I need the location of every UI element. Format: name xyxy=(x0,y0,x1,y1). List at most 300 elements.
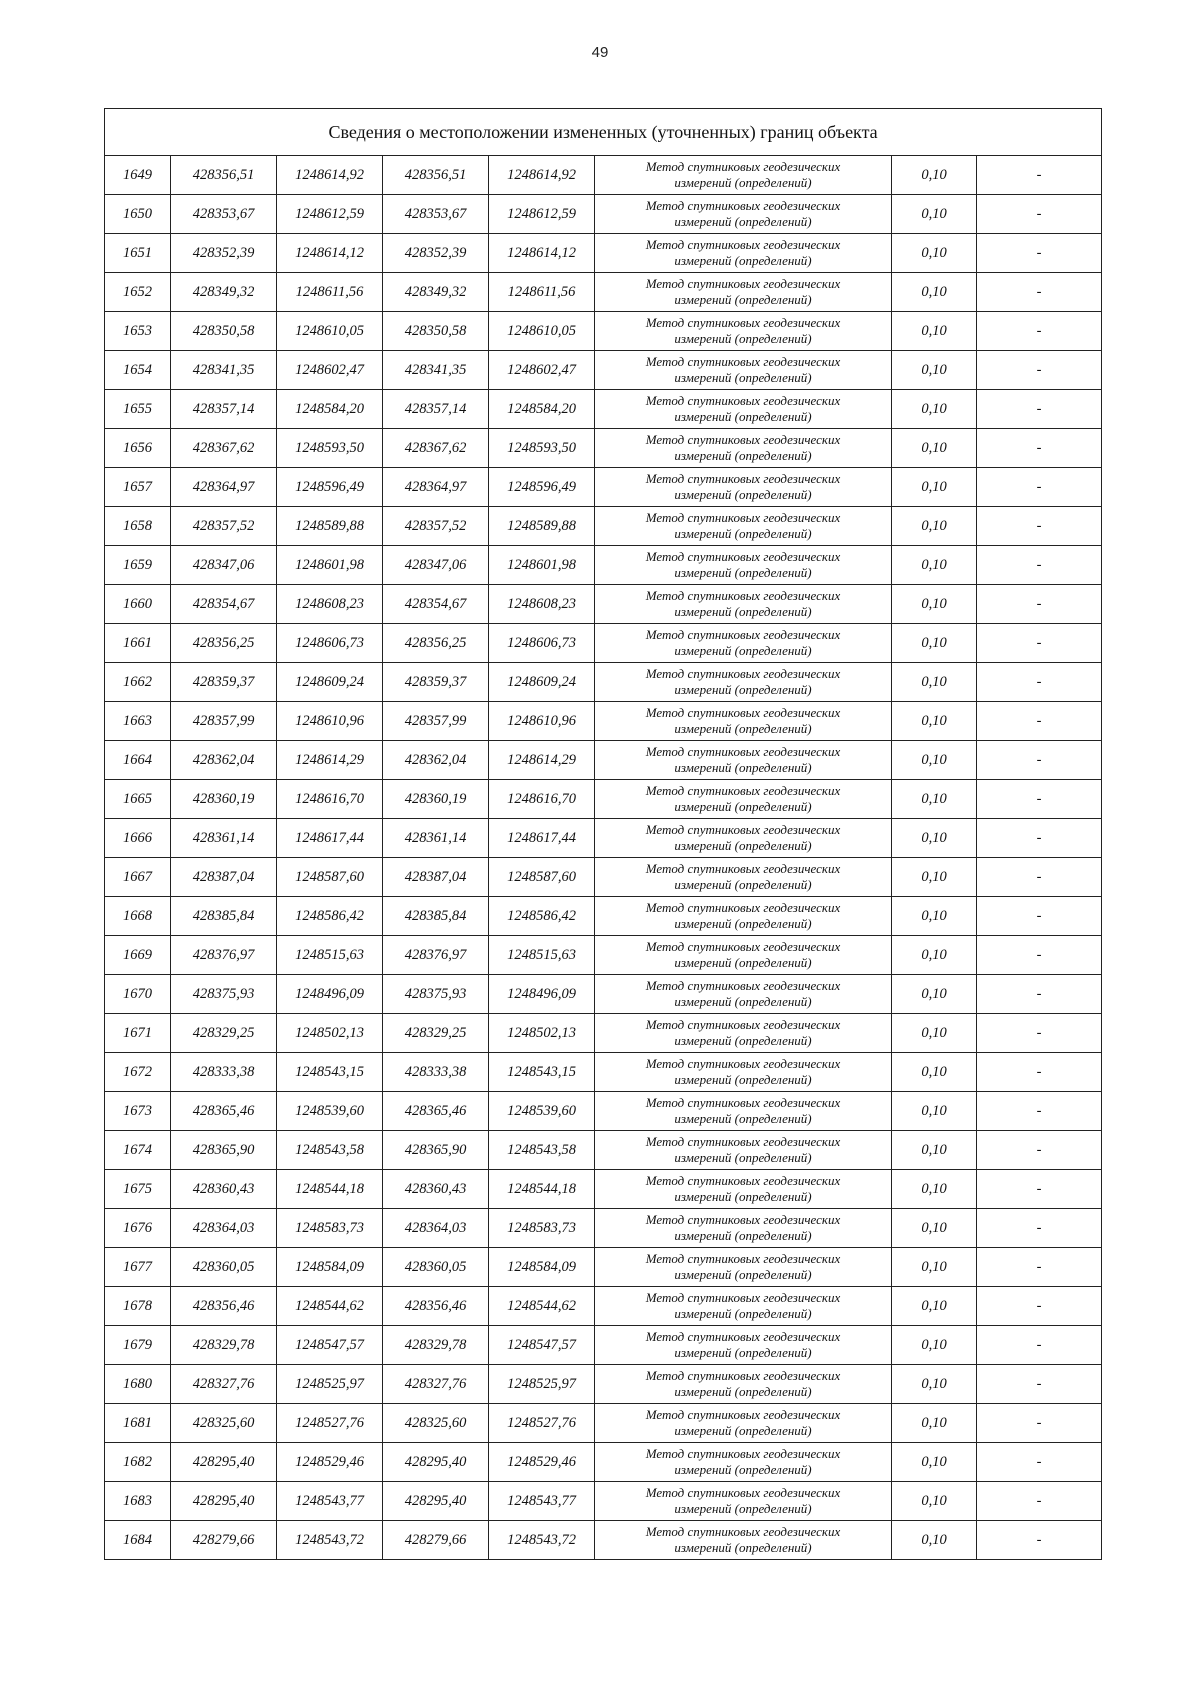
method-line-2: измерений (определений) xyxy=(674,1384,812,1399)
y-existing-cell: 1248543,58 xyxy=(277,1131,383,1170)
method-line-1: Метод спутниковых геодезических xyxy=(645,315,841,330)
description-cell: - xyxy=(977,1365,1102,1404)
method-cell xyxy=(595,1287,892,1326)
method-line-2: измерений (определений) xyxy=(674,799,812,814)
accuracy-cell: 0,10 xyxy=(892,663,977,702)
x-existing-cell: 428350,58 xyxy=(171,312,277,351)
point-number-cell: 1676 xyxy=(105,1209,171,1248)
method-line-1: Метод спутниковых геодезических xyxy=(645,198,841,213)
x-new-cell: 428364,03 xyxy=(383,1209,489,1248)
description-cell: - xyxy=(977,702,1102,741)
method-cell xyxy=(595,1443,892,1482)
x-existing-cell: 428361,14 xyxy=(171,819,277,858)
description-cell: - xyxy=(977,741,1102,780)
point-number-cell: 1660 xyxy=(105,585,171,624)
y-new-cell: 1248616,70 xyxy=(489,780,595,819)
method-line-2: измерений (определений) xyxy=(674,1033,812,1048)
description-cell: - xyxy=(977,312,1102,351)
x-new-cell: 428387,04 xyxy=(383,858,489,897)
point-number-cell: 1661 xyxy=(105,624,171,663)
method-line-1: Метод спутниковых геодезических xyxy=(645,588,841,603)
table-row xyxy=(105,273,1102,312)
point-number-cell: 1671 xyxy=(105,1014,171,1053)
method-line-2: измерений (определений) xyxy=(674,370,812,385)
x-existing-cell: 428385,84 xyxy=(171,897,277,936)
method-line-1: Метод спутниковых геодезических xyxy=(645,1407,841,1422)
x-new-cell: 428325,60 xyxy=(383,1404,489,1443)
point-number-cell: 1684 xyxy=(105,1521,171,1560)
description-cell: - xyxy=(977,1248,1102,1287)
accuracy-cell: 0,10 xyxy=(892,819,977,858)
description-cell: - xyxy=(977,1443,1102,1482)
y-existing-cell: 1248547,57 xyxy=(277,1326,383,1365)
description-cell: - xyxy=(977,858,1102,897)
x-new-cell: 428361,14 xyxy=(383,819,489,858)
method-cell xyxy=(595,585,892,624)
x-existing-cell: 428354,67 xyxy=(171,585,277,624)
y-new-cell: 1248584,20 xyxy=(489,390,595,429)
method-line-1: Метод спутниковых геодезических xyxy=(645,510,841,525)
accuracy-cell: 0,10 xyxy=(892,273,977,312)
method-cell xyxy=(595,1365,892,1404)
y-existing-cell: 1248544,62 xyxy=(277,1287,383,1326)
y-existing-cell: 1248609,24 xyxy=(277,663,383,702)
description-cell: - xyxy=(977,507,1102,546)
x-new-cell: 428295,40 xyxy=(383,1443,489,1482)
accuracy-cell: 0,10 xyxy=(892,858,977,897)
x-existing-cell: 428387,04 xyxy=(171,858,277,897)
accuracy-cell: 0,10 xyxy=(892,624,977,663)
x-existing-cell: 428364,03 xyxy=(171,1209,277,1248)
method-line-2: измерений (определений) xyxy=(674,1189,812,1204)
y-new-cell: 1248609,24 xyxy=(489,663,595,702)
method-cell xyxy=(595,702,892,741)
y-new-cell: 1248543,72 xyxy=(489,1521,595,1560)
method-line-1: Метод спутниковых геодезических xyxy=(645,1368,841,1383)
description-cell: - xyxy=(977,975,1102,1014)
y-existing-cell: 1248586,42 xyxy=(277,897,383,936)
description-cell: - xyxy=(977,897,1102,936)
accuracy-cell: 0,10 xyxy=(892,1170,977,1209)
method-line-2: измерений (определений) xyxy=(674,682,812,697)
method-line-2: измерений (определений) xyxy=(674,916,812,931)
table-row xyxy=(105,468,1102,507)
y-existing-cell: 1248616,70 xyxy=(277,780,383,819)
y-existing-cell: 1248515,63 xyxy=(277,936,383,975)
y-new-cell: 1248586,42 xyxy=(489,897,595,936)
method-cell xyxy=(595,1404,892,1443)
description-cell: - xyxy=(977,546,1102,585)
table-body xyxy=(105,156,1102,1560)
point-number-cell: 1654 xyxy=(105,351,171,390)
y-existing-cell: 1248529,46 xyxy=(277,1443,383,1482)
y-existing-cell: 1248525,97 xyxy=(277,1365,383,1404)
method-line-2: измерений (определений) xyxy=(674,1540,812,1555)
method-cell xyxy=(595,741,892,780)
method-cell xyxy=(595,1053,892,1092)
method-cell xyxy=(595,1482,892,1521)
y-existing-cell: 1248593,50 xyxy=(277,429,383,468)
x-new-cell: 428376,97 xyxy=(383,936,489,975)
x-existing-cell: 428357,99 xyxy=(171,702,277,741)
y-existing-cell: 1248589,88 xyxy=(277,507,383,546)
description-cell: - xyxy=(977,1404,1102,1443)
y-existing-cell: 1248543,72 xyxy=(277,1521,383,1560)
table-caption-row xyxy=(105,109,1102,156)
y-existing-cell: 1248583,73 xyxy=(277,1209,383,1248)
boundary-table-container xyxy=(104,108,1101,1560)
method-line-2: измерений (определений) xyxy=(674,838,812,853)
y-new-cell: 1248606,73 xyxy=(489,624,595,663)
method-line-2: измерений (определений) xyxy=(674,1072,812,1087)
y-new-cell: 1248515,63 xyxy=(489,936,595,975)
accuracy-cell: 0,10 xyxy=(892,312,977,351)
description-cell: - xyxy=(977,1014,1102,1053)
table-row xyxy=(105,585,1102,624)
method-line-1: Метод спутниковых геодезических xyxy=(645,822,841,837)
y-new-cell: 1248611,56 xyxy=(489,273,595,312)
description-cell: - xyxy=(977,195,1102,234)
y-existing-cell: 1248584,20 xyxy=(277,390,383,429)
accuracy-cell: 0,10 xyxy=(892,468,977,507)
accuracy-cell: 0,10 xyxy=(892,702,977,741)
x-existing-cell: 428359,37 xyxy=(171,663,277,702)
method-line-2: измерений (определений) xyxy=(674,409,812,424)
x-existing-cell: 428357,52 xyxy=(171,507,277,546)
method-line-2: измерений (определений) xyxy=(674,1345,812,1360)
description-cell: - xyxy=(977,390,1102,429)
x-new-cell: 428356,46 xyxy=(383,1287,489,1326)
y-new-cell: 1248583,73 xyxy=(489,1209,595,1248)
point-number-cell: 1672 xyxy=(105,1053,171,1092)
method-line-2: измерений (определений) xyxy=(674,1228,812,1243)
method-line-2: измерений (определений) xyxy=(674,526,812,541)
method-line-2: измерений (определений) xyxy=(674,1501,812,1516)
method-cell xyxy=(595,975,892,1014)
x-existing-cell: 428360,05 xyxy=(171,1248,277,1287)
method-line-2: измерений (определений) xyxy=(674,643,812,658)
method-line-2: измерений (определений) xyxy=(674,1267,812,1282)
method-line-2: измерений (определений) xyxy=(674,1423,812,1438)
method-line-2: измерений (определений) xyxy=(674,877,812,892)
x-existing-cell: 428360,19 xyxy=(171,780,277,819)
description-cell: - xyxy=(977,819,1102,858)
method-line-2: измерений (определений) xyxy=(674,292,812,307)
method-line-1: Метод спутниковых геодезических xyxy=(645,549,841,564)
description-cell: - xyxy=(977,585,1102,624)
x-new-cell: 428364,97 xyxy=(383,468,489,507)
point-number-cell: 1668 xyxy=(105,897,171,936)
y-new-cell: 1248539,60 xyxy=(489,1092,595,1131)
table-row xyxy=(105,897,1102,936)
y-new-cell: 1248601,98 xyxy=(489,546,595,585)
table-row xyxy=(105,1443,1102,1482)
x-existing-cell: 428365,90 xyxy=(171,1131,277,1170)
accuracy-cell: 0,10 xyxy=(892,546,977,585)
accuracy-cell: 0,10 xyxy=(892,1521,977,1560)
x-new-cell: 428353,67 xyxy=(383,195,489,234)
point-number-cell: 1669 xyxy=(105,936,171,975)
method-cell xyxy=(595,858,892,897)
method-line-1: Метод спутниковых геодезических xyxy=(645,1251,841,1266)
description-cell: - xyxy=(977,468,1102,507)
table-row xyxy=(105,195,1102,234)
table-row xyxy=(105,1404,1102,1443)
point-number-cell: 1664 xyxy=(105,741,171,780)
method-line-1: Метод спутниковых геодезических xyxy=(645,276,841,291)
y-new-cell: 1248602,47 xyxy=(489,351,595,390)
method-cell xyxy=(595,1521,892,1560)
method-line-1: Метод спутниковых геодезических xyxy=(645,978,841,993)
x-existing-cell: 428356,51 xyxy=(171,156,277,195)
table-row xyxy=(105,663,1102,702)
x-new-cell: 428360,43 xyxy=(383,1170,489,1209)
y-existing-cell: 1248608,23 xyxy=(277,585,383,624)
y-existing-cell: 1248544,18 xyxy=(277,1170,383,1209)
y-existing-cell: 1248543,15 xyxy=(277,1053,383,1092)
accuracy-cell: 0,10 xyxy=(892,936,977,975)
method-line-1: Метод спутниковых геодезических xyxy=(645,744,841,759)
table-row xyxy=(105,156,1102,195)
method-cell xyxy=(595,546,892,585)
point-number-cell: 1682 xyxy=(105,1443,171,1482)
method-cell xyxy=(595,273,892,312)
x-existing-cell: 428375,93 xyxy=(171,975,277,1014)
x-new-cell: 428341,35 xyxy=(383,351,489,390)
x-new-cell: 428295,40 xyxy=(383,1482,489,1521)
method-line-1: Метод спутниковых геодезических xyxy=(645,1212,841,1227)
x-existing-cell: 428353,67 xyxy=(171,195,277,234)
accuracy-cell: 0,10 xyxy=(892,1443,977,1482)
point-number-cell: 1651 xyxy=(105,234,171,273)
description-cell: - xyxy=(977,663,1102,702)
method-cell xyxy=(595,312,892,351)
accuracy-cell: 0,10 xyxy=(892,975,977,1014)
page-number: 49 xyxy=(591,44,609,61)
table-row xyxy=(105,780,1102,819)
table-row xyxy=(105,1092,1102,1131)
method-line-2: измерений (определений) xyxy=(674,565,812,580)
method-line-2: измерений (определений) xyxy=(674,1306,812,1321)
description-cell: - xyxy=(977,624,1102,663)
x-new-cell: 428356,51 xyxy=(383,156,489,195)
point-number-cell: 1674 xyxy=(105,1131,171,1170)
description-cell: - xyxy=(977,1209,1102,1248)
description-cell: - xyxy=(977,429,1102,468)
x-existing-cell: 428295,40 xyxy=(171,1443,277,1482)
method-line-2: измерений (определений) xyxy=(674,175,812,190)
x-new-cell: 428279,66 xyxy=(383,1521,489,1560)
method-cell xyxy=(595,507,892,546)
accuracy-cell: 0,10 xyxy=(892,1053,977,1092)
y-new-cell: 1248593,50 xyxy=(489,429,595,468)
table-row xyxy=(105,858,1102,897)
x-existing-cell: 428364,97 xyxy=(171,468,277,507)
point-number-cell: 1677 xyxy=(105,1248,171,1287)
y-new-cell: 1248589,88 xyxy=(489,507,595,546)
method-cell xyxy=(595,234,892,273)
y-existing-cell: 1248584,09 xyxy=(277,1248,383,1287)
x-new-cell: 428359,37 xyxy=(383,663,489,702)
method-line-2: измерений (определений) xyxy=(674,448,812,463)
method-line-1: Метод спутниковых геодезических xyxy=(645,1290,841,1305)
x-existing-cell: 428327,76 xyxy=(171,1365,277,1404)
y-new-cell: 1248612,59 xyxy=(489,195,595,234)
description-cell: - xyxy=(977,234,1102,273)
method-line-1: Метод спутниковых геодезических xyxy=(645,1446,841,1461)
point-number-cell: 1665 xyxy=(105,780,171,819)
table-row xyxy=(105,312,1102,351)
method-line-2: измерений (определений) xyxy=(674,760,812,775)
method-cell xyxy=(595,351,892,390)
method-line-1: Метод спутниковых геодезических xyxy=(645,666,841,681)
x-new-cell: 428356,25 xyxy=(383,624,489,663)
x-existing-cell: 428356,25 xyxy=(171,624,277,663)
table-caption: Сведения о местоположении измененных (уточненных) границ объекта xyxy=(105,109,1102,156)
method-line-1: Метод спутниковых геодезических xyxy=(645,1134,841,1149)
table-row xyxy=(105,819,1102,858)
x-existing-cell: 428352,39 xyxy=(171,234,277,273)
table-row xyxy=(105,1482,1102,1521)
point-number-cell: 1678 xyxy=(105,1287,171,1326)
method-line-2: измерений (определений) xyxy=(674,994,812,1009)
y-new-cell: 1248502,13 xyxy=(489,1014,595,1053)
method-line-2: измерений (определений) xyxy=(674,1462,812,1477)
method-cell xyxy=(595,819,892,858)
table-row xyxy=(105,624,1102,663)
point-number-cell: 1663 xyxy=(105,702,171,741)
x-new-cell: 428354,67 xyxy=(383,585,489,624)
table-row xyxy=(105,1170,1102,1209)
x-new-cell: 428365,46 xyxy=(383,1092,489,1131)
method-cell xyxy=(595,624,892,663)
method-line-2: измерений (определений) xyxy=(674,721,812,736)
description-cell: - xyxy=(977,1287,1102,1326)
y-new-cell: 1248496,09 xyxy=(489,975,595,1014)
y-existing-cell: 1248539,60 xyxy=(277,1092,383,1131)
x-new-cell: 428350,58 xyxy=(383,312,489,351)
y-existing-cell: 1248527,76 xyxy=(277,1404,383,1443)
method-line-1: Метод спутниковых геодезических xyxy=(645,1173,841,1188)
y-new-cell: 1248527,76 xyxy=(489,1404,595,1443)
x-existing-cell: 428356,46 xyxy=(171,1287,277,1326)
description-cell: - xyxy=(977,936,1102,975)
accuracy-cell: 0,10 xyxy=(892,1482,977,1521)
accuracy-cell: 0,10 xyxy=(892,1131,977,1170)
table-row xyxy=(105,1053,1102,1092)
y-new-cell: 1248617,44 xyxy=(489,819,595,858)
point-number-cell: 1650 xyxy=(105,195,171,234)
method-cell xyxy=(595,897,892,936)
description-cell: - xyxy=(977,1482,1102,1521)
y-new-cell: 1248544,18 xyxy=(489,1170,595,1209)
method-line-1: Метод спутниковых геодезических xyxy=(645,354,841,369)
y-existing-cell: 1248543,77 xyxy=(277,1482,383,1521)
y-new-cell: 1248543,15 xyxy=(489,1053,595,1092)
point-number-cell: 1667 xyxy=(105,858,171,897)
point-number-cell: 1670 xyxy=(105,975,171,1014)
x-new-cell: 428385,84 xyxy=(383,897,489,936)
table-row xyxy=(105,1287,1102,1326)
accuracy-cell: 0,10 xyxy=(892,1404,977,1443)
point-number-cell: 1662 xyxy=(105,663,171,702)
x-new-cell: 428329,25 xyxy=(383,1014,489,1053)
y-new-cell: 1248614,29 xyxy=(489,741,595,780)
method-cell xyxy=(595,195,892,234)
x-new-cell: 428362,04 xyxy=(383,741,489,780)
point-number-cell: 1655 xyxy=(105,390,171,429)
point-number-cell: 1652 xyxy=(105,273,171,312)
accuracy-cell: 0,10 xyxy=(892,156,977,195)
method-cell xyxy=(595,156,892,195)
y-existing-cell: 1248496,09 xyxy=(277,975,383,1014)
accuracy-cell: 0,10 xyxy=(892,585,977,624)
method-cell xyxy=(595,1326,892,1365)
point-number-cell: 1679 xyxy=(105,1326,171,1365)
method-cell xyxy=(595,1170,892,1209)
y-new-cell: 1248614,12 xyxy=(489,234,595,273)
description-cell: - xyxy=(977,1092,1102,1131)
table-row xyxy=(105,1131,1102,1170)
x-new-cell: 428347,06 xyxy=(383,546,489,585)
x-new-cell: 428329,78 xyxy=(383,1326,489,1365)
y-new-cell: 1248614,92 xyxy=(489,156,595,195)
y-existing-cell: 1248614,92 xyxy=(277,156,383,195)
method-cell xyxy=(595,468,892,507)
accuracy-cell: 0,10 xyxy=(892,351,977,390)
method-cell xyxy=(595,1131,892,1170)
point-number-cell: 1673 xyxy=(105,1092,171,1131)
point-number-cell: 1681 xyxy=(105,1404,171,1443)
method-line-1: Метод спутниковых геодезических xyxy=(645,627,841,642)
point-number-cell: 1649 xyxy=(105,156,171,195)
x-existing-cell: 428329,25 xyxy=(171,1014,277,1053)
method-cell xyxy=(595,1248,892,1287)
y-new-cell: 1248587,60 xyxy=(489,858,595,897)
accuracy-cell: 0,10 xyxy=(892,234,977,273)
y-new-cell: 1248543,58 xyxy=(489,1131,595,1170)
method-cell xyxy=(595,780,892,819)
method-line-1: Метод спутниковых геодезических xyxy=(645,1095,841,1110)
x-existing-cell: 428341,35 xyxy=(171,351,277,390)
x-existing-cell: 428376,97 xyxy=(171,936,277,975)
y-existing-cell: 1248587,60 xyxy=(277,858,383,897)
point-number-cell: 1657 xyxy=(105,468,171,507)
x-new-cell: 428357,52 xyxy=(383,507,489,546)
x-new-cell: 428360,19 xyxy=(383,780,489,819)
x-new-cell: 428357,99 xyxy=(383,702,489,741)
y-existing-cell: 1248596,49 xyxy=(277,468,383,507)
method-line-1: Метод спутниковых геодезических xyxy=(645,900,841,915)
table-row xyxy=(105,234,1102,273)
method-cell xyxy=(595,429,892,468)
point-number-cell: 1675 xyxy=(105,1170,171,1209)
table-row xyxy=(105,1326,1102,1365)
accuracy-cell: 0,10 xyxy=(892,1326,977,1365)
description-cell: - xyxy=(977,273,1102,312)
y-new-cell: 1248596,49 xyxy=(489,468,595,507)
x-new-cell: 428327,76 xyxy=(383,1365,489,1404)
x-existing-cell: 428357,14 xyxy=(171,390,277,429)
method-line-2: измерений (определений) xyxy=(674,1111,812,1126)
accuracy-cell: 0,10 xyxy=(892,1287,977,1326)
accuracy-cell: 0,10 xyxy=(892,1209,977,1248)
method-line-1: Метод спутниковых геодезических xyxy=(645,939,841,954)
description-cell: - xyxy=(977,351,1102,390)
x-new-cell: 428367,62 xyxy=(383,429,489,468)
x-existing-cell: 428295,40 xyxy=(171,1482,277,1521)
table-row xyxy=(105,429,1102,468)
